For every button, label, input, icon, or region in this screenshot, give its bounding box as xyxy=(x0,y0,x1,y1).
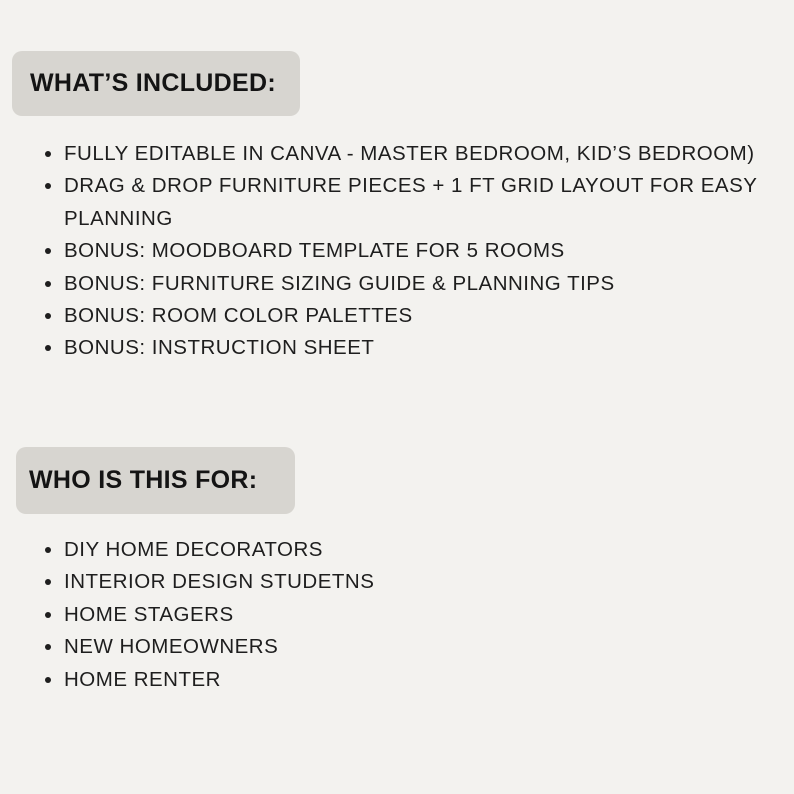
bullet-icon xyxy=(45,547,51,553)
list-item xyxy=(44,566,774,598)
list-item-text: BONUS: ROOM COLOR PALETTES xyxy=(64,304,413,328)
who-is-this-for-heading: WHO IS THIS FOR: xyxy=(29,466,258,494)
list-item xyxy=(44,300,774,332)
list-item xyxy=(44,235,774,267)
bullet-icon xyxy=(45,677,51,683)
bullet-icon xyxy=(45,313,51,319)
bullet-icon xyxy=(45,248,51,254)
bullet-icon xyxy=(45,345,51,351)
list-item-text: FULLY EDITABLE IN CANVA - MASTER BEDROOM, KID’S BEDROOM) xyxy=(64,142,755,165)
list-item-text: NEW HOMEOWNERS xyxy=(64,635,279,659)
whats-included-list xyxy=(44,138,774,365)
whats-included-heading-pill xyxy=(12,51,300,116)
list-item xyxy=(44,534,774,566)
list-item-text: HOME STAGERS xyxy=(64,602,234,626)
bullet-icon xyxy=(45,281,51,287)
bullet-icon xyxy=(45,183,51,189)
list-item-text: INTERIOR DESIGN STUDETNS xyxy=(64,570,375,594)
bullet-icon xyxy=(45,579,51,585)
list-item xyxy=(44,138,774,170)
who-is-this-for-list xyxy=(44,534,774,696)
list-item-text: DRAG & DROP FURNITURE PIECES + 1 FT GRID LAYOUT FOR EASY PLANNING xyxy=(64,174,758,230)
list-item xyxy=(44,332,774,364)
list-item-text: BONUS: MOODBOARD TEMPLATE FOR 5 ROOMS xyxy=(64,239,565,263)
list-item-text: DIY HOME DECORATORS xyxy=(64,538,323,561)
who-is-this-for-heading-pill xyxy=(16,447,295,514)
list-item-text: BONUS: FURNITURE SIZING GUIDE & PLANNING TIPS xyxy=(64,271,615,295)
list-item xyxy=(44,170,774,235)
whats-included-heading: WHAT’S INCLUDED: xyxy=(30,69,276,97)
list-item xyxy=(44,664,774,696)
list-item xyxy=(44,599,774,631)
list-item-text: BONUS: INSTRUCTION SHEET xyxy=(64,336,375,360)
bullet-icon xyxy=(45,612,51,618)
list-item-text: HOME RENTER xyxy=(64,667,221,691)
bullet-icon xyxy=(45,644,51,650)
list-item xyxy=(44,268,774,300)
bullet-icon xyxy=(45,151,51,157)
list-item xyxy=(44,631,774,663)
